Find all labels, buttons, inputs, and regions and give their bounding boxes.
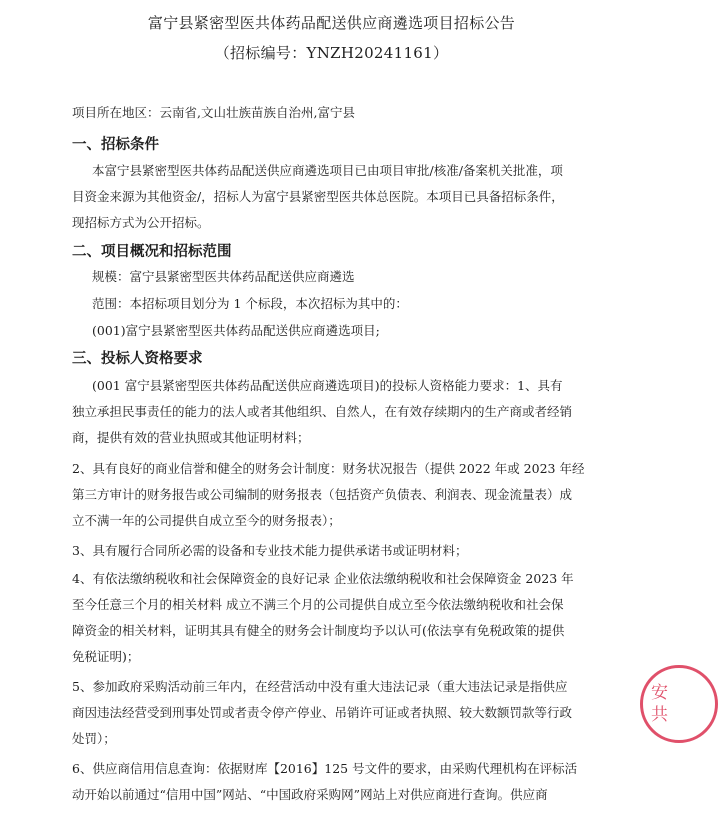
paragraph-line: 商因违法经营受到刑事处罚或者责令停产停业、吊销许可证或者执照、较大数额罚款等行政 <box>72 705 573 720</box>
red-seal-stamp <box>640 665 718 743</box>
project-scale: 规模：富宁县紧密型医共体药品配送供应商遴选 <box>92 269 355 284</box>
project-lot: (001)富宁县紧密型医共体药品配送供应商遴选项目; <box>92 323 380 338</box>
paragraph-line: 4、有依法缴纳税收和社会保障资金的良好记录 企业依法缴纳税收和社会保障资金 2023 年 <box>72 571 574 586</box>
paragraph-line: 5、参加政府采购活动前三年内，在经营活动中没有重大违法记录（重大违法记录是指供应 <box>72 679 568 694</box>
paragraph-line: 立不满一年的公司提供自成立至今的财务报表）； <box>72 513 341 528</box>
project-scope: 范围：本招标项目划分为 1 个标段，本次招标为其中的： <box>92 296 408 311</box>
tender-code: （招标编号：YNZH20241161） <box>214 44 449 62</box>
paragraph-line: 第三方审计的财务报告或公司编制的财务报表（包括资产负债表、利润表、现金流量表）成 <box>72 487 573 502</box>
section-heading-conditions: 一、招标条件 <box>72 137 159 153</box>
paragraph-line: 3、具有履行合同所必需的设备和专业技术能力提供承诺书或证明材料； <box>72 543 468 558</box>
paragraph-line: 免税证明)； <box>72 649 140 664</box>
paragraph-line: 6、供应商信用信息查询：依据财库【2016】125 号文件的要求，由采购代理机构在评标活 <box>72 761 578 776</box>
seal-text: 安 共 <box>651 683 668 725</box>
paragraph-line: 至今任意三个月的相关材料 成立不满三个月的公司提供自成立至今依法缴纳税收和社会保 <box>72 597 564 612</box>
paragraph-line: 现招标方式为公开招标。 <box>72 215 210 230</box>
paragraph-line: 动开始以前通过“信用中国”网站、“中国政府采购网”网站上对供应商进行查询。供应商 <box>72 787 548 802</box>
section-heading-qualifications: 三、投标人资格要求 <box>72 351 203 367</box>
paragraph-line: 本富宁县紧密型医共体药品配送供应商遴选项目已由项目审批/核准/备案机关批准，项 <box>92 163 563 178</box>
paragraph-line: (001 富宁县紧密型医共体药品配送供应商遴选项目)的投标人资格能力要求：1、具有 <box>92 378 563 393</box>
paragraph-line: 2、具有良好的商业信誉和健全的财务会计制度：财务状况报告（提供 2022 年或 2023 年经 <box>72 461 585 476</box>
paragraph-line: 处罚）； <box>72 731 116 746</box>
document-title: 富宁县紧密型医共体药品配送供应商遴选项目招标公告 <box>147 14 516 32</box>
paragraph-line: 商，提供有效的营业执照或其他证明材料； <box>72 430 310 445</box>
paragraph-line: 独立承担民事责任的能力的法人或者其他组织、自然人，在有效存续期内的生产商或者经销 <box>72 404 573 419</box>
section-heading-overview: 二、项目概况和招标范围 <box>72 244 232 260</box>
paragraph-line: 障资金的相关材料，证明其具有健全的财务会计制度均予以认可(依法享有免税政策的提供 <box>72 623 565 638</box>
project-location: 项目所在地区：云南省,文山壮族苗族自治州,富宁县 <box>72 105 355 120</box>
paragraph-line: 目资金来源为其他资金/，招标人为富宁县紧密型医共体总医院。本项目已具备招标条件， <box>72 189 564 204</box>
